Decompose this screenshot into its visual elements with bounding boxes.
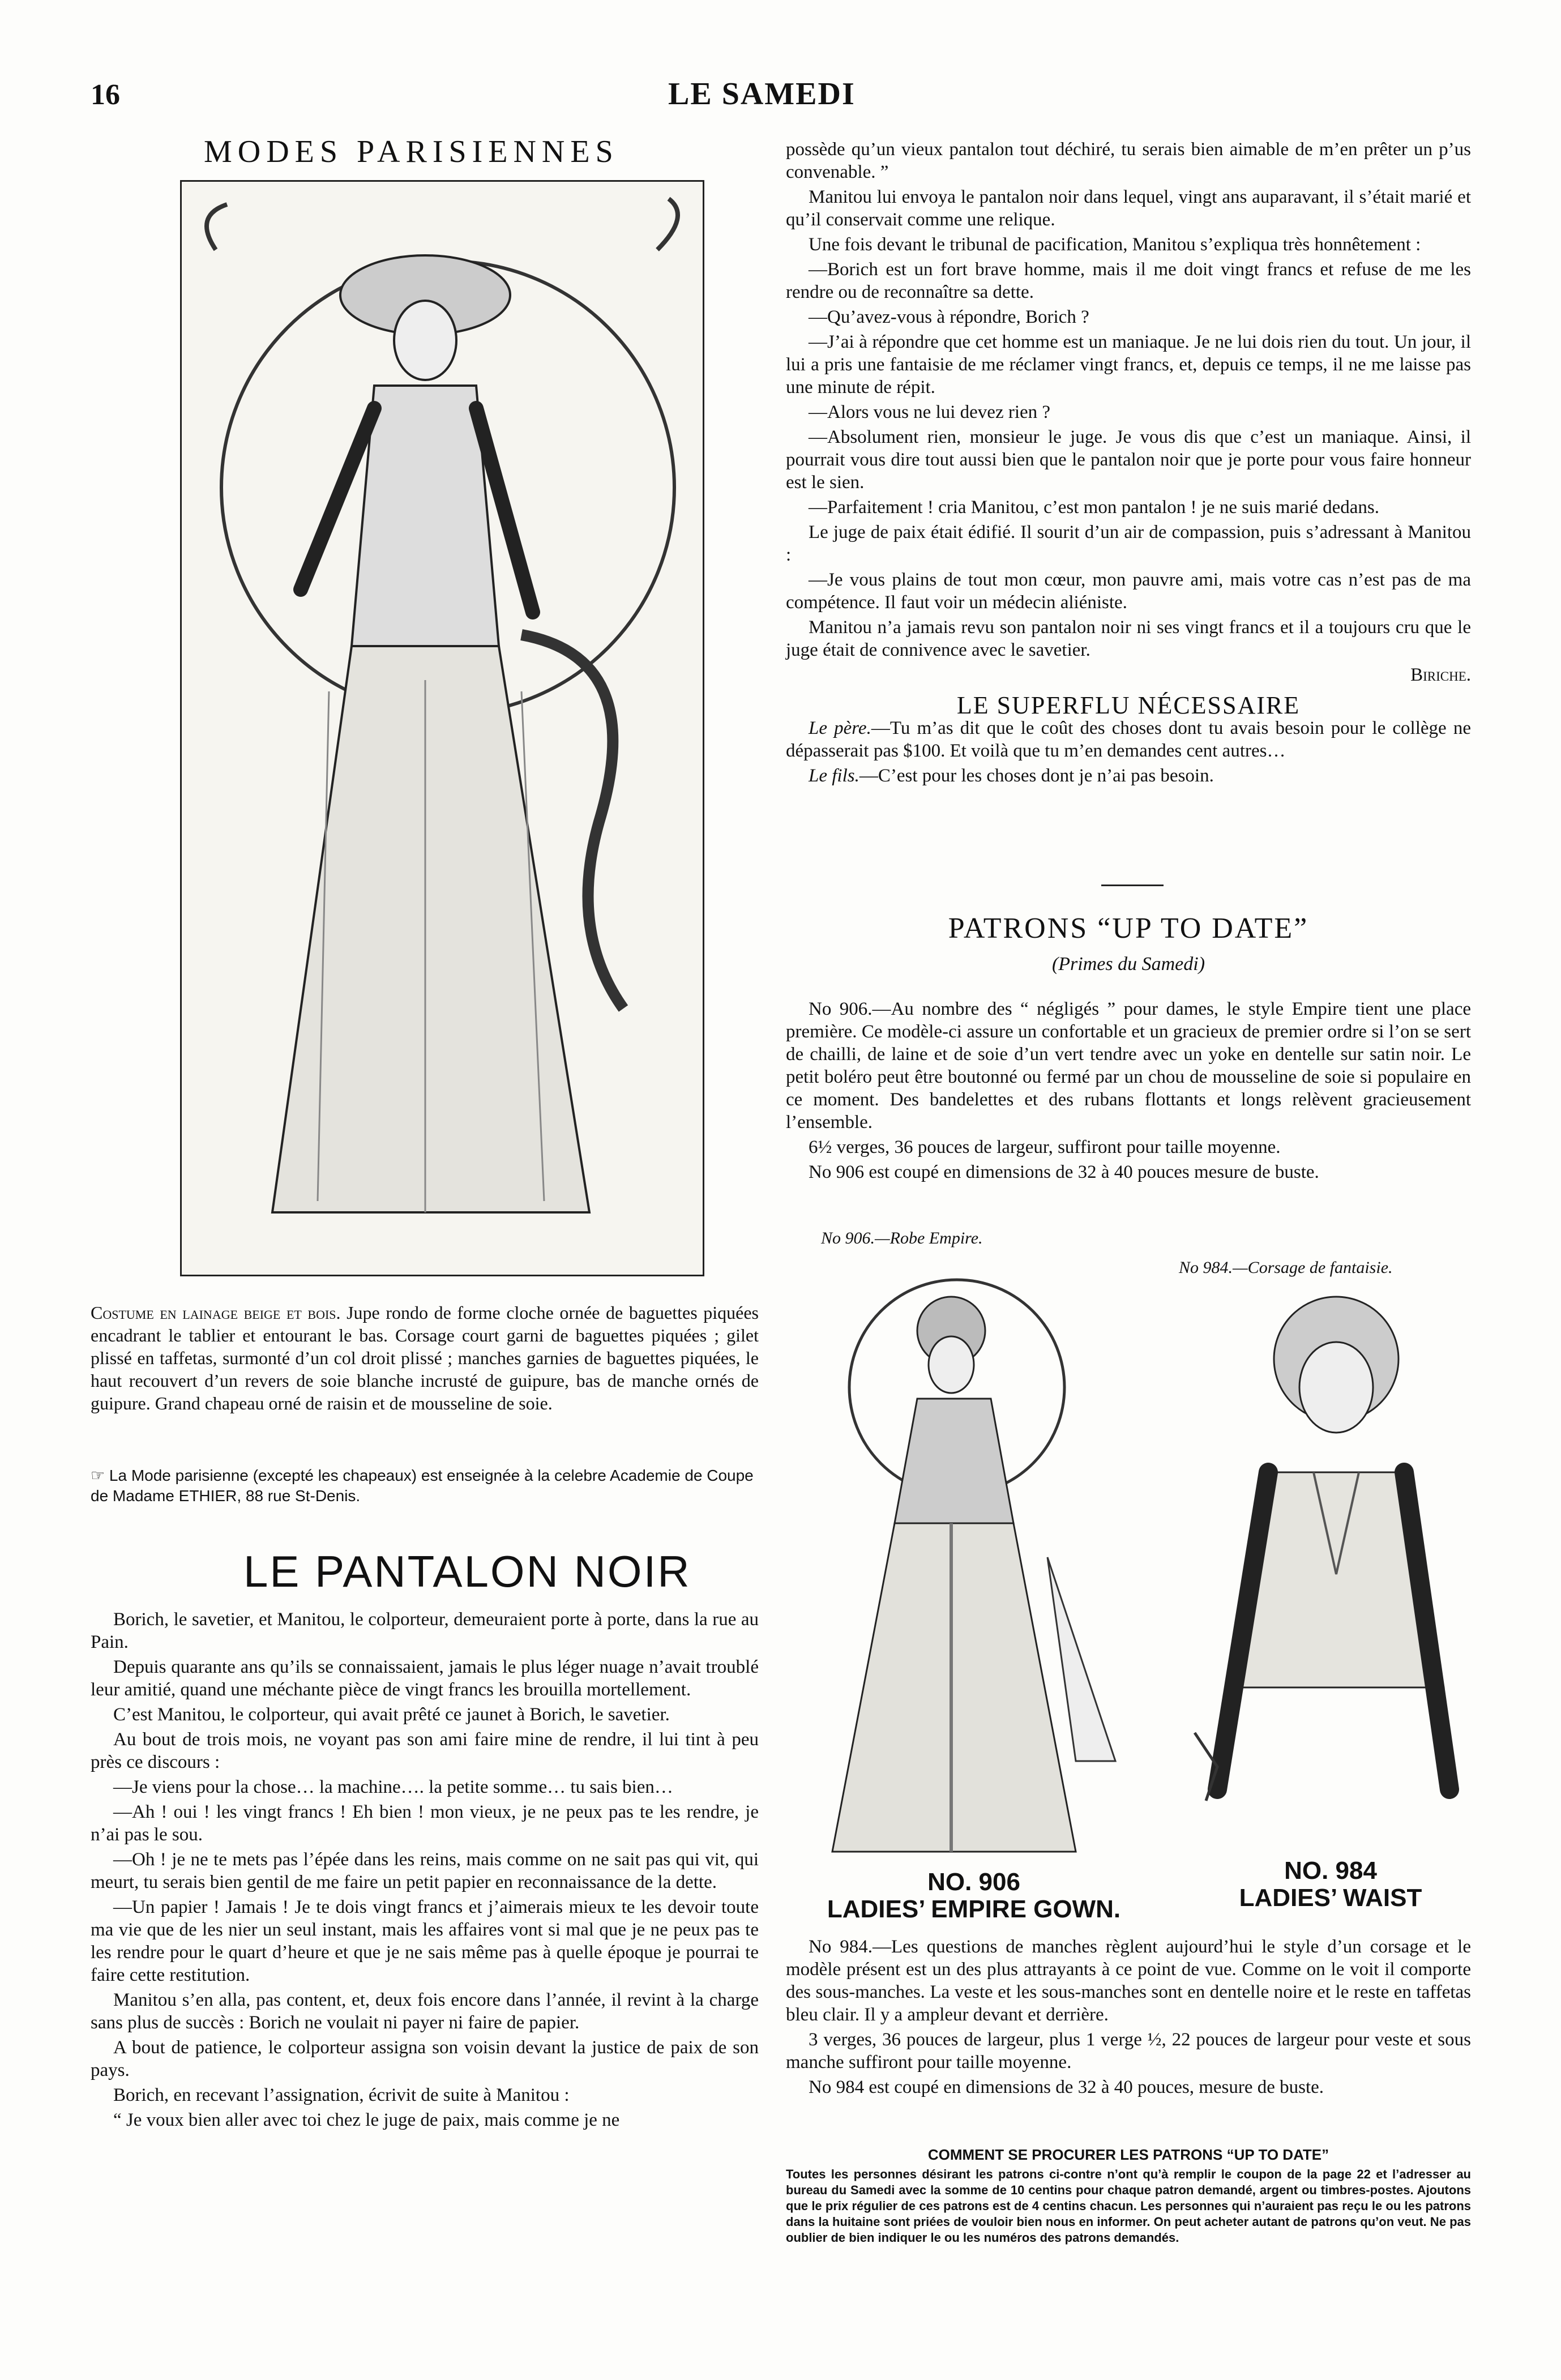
academie-notice-text: La Mode parisienne (excepté les chapeaux) est enseignée à la celebre Academie de Coupe de Madame ETHIER, 88 rue St-Denis. — [91, 1467, 754, 1505]
fig906-label — [804, 1869, 1144, 1923]
patron-906-description — [786, 998, 1471, 1186]
patron-984-description — [786, 1935, 1471, 2101]
fashion-illustration-costume — [180, 180, 704, 1276]
costume-caption-text: Jupe rondo de forme cloche ornée de baguettes piquées encadrant le tablier et entourant le bas. Corsage court garni de baguettes piquées ; gilet plissé en taffetas, surmonté d’un col droit plissé ; manches garnies de baguettes piquées, le haut recouvert d’un revers de soie blanche incrusté de guipure, bas de manche ornés de guipure. Grand chapeau orné de raisin et de mousseline de soie. — [91, 1302, 759, 1413]
story-paragraph: —Je viens pour la chose… la machine…. la petite somme… tu sais bien… — [113, 1777, 673, 1797]
story-signature: Biriche. — [1410, 665, 1471, 685]
story-paragraph: —Un papier ! Jamais ! Je te dois vingt francs et j’aimerais mieux te les devoir toute ma vie que de les nier un seul instant, mais les affaires vont si mal que je ne peux pas te les rendre pour le quart d’heure et que je ne sais même pas à quelle époque je pourrai te faire cette restitution. — [91, 1897, 759, 1985]
costume-illustration — [182, 182, 703, 1275]
modes-parisiennes-heading: MODES PARISIENNES — [204, 134, 619, 169]
section-divider — [1101, 885, 1164, 886]
fig984-name-label: LADIES’ WAIST — [1239, 1884, 1422, 1912]
page-number: 16 — [91, 79, 120, 111]
story-paragraph: —Parfaitement ! cria Manitou, c’est mon pantalon ! je ne suis marié dedans. — [809, 497, 1380, 518]
comment-text: Toutes les personnes désirant les patrons ci-contre n’ont qu’à remplir le coupon de la page 22 et l’adresser au bureau du Samedi avec la somme de 10 centins pour chaque patron demandé, argent ou timbres-postes. Ajoutons que le prix régulier de ces patrons est de 4 centins chacun. Les personnes qui n’auraient pas reçu le ou les patrons dans la huitaine sont priées de vouloir bien nous en informer. On peut acheter autant de patrons qu’on veut. Ne pas oublier de bien indiquer le ou les numéros des patrons demandés. — [786, 2167, 1471, 2245]
waist-984-illustration — [1183, 1280, 1478, 1869]
patron-paragraph: No 906.—Au nombre des “ négligés ” pour dames, le style Empire tient une place première. Ce modèle-ci assure un confortable et un gracieux de premier ordre si l’on se sert de chailli, de laine et de soie d’un vert tendre avec un yoke en dentelle sur satin noir. Le petit boléro peut être boutonné ou fermé par un chou de mousseline de soie si populaire en ce moment. Des bandelettes et des rubans flottants et longs relèvent gracieusement l’ensemble. — [786, 999, 1471, 1133]
patron-paragraph: No 906 est coupé en dimensions de 32 à 40 pouces mesure de buste. — [809, 1162, 1319, 1182]
story-paragraph: —Borich est un fort brave homme, mais il me doit vingt francs et refuse de me les rendre ou de reconnaître sa dette. — [786, 259, 1471, 302]
empire-gown-illustration — [810, 1263, 1172, 1869]
story-paragraph: —Ah ! oui ! les vingt francs ! Eh bien ! mon vieux, je ne peux pas te les rendre, je n’ai pas le sou. — [91, 1802, 759, 1845]
pantalon-story-left — [91, 1608, 759, 2134]
story-paragraph: Manitou lui envoya le pantalon noir dans lequel, vingt ans auparavant, il s’était marié et qu’il conservait comme une relique. — [786, 187, 1471, 230]
story-paragraph: Borich, le savetier, et Manitou, le colporteur, demeuraient porte à porte, dans la rue au Pain. — [91, 1609, 759, 1652]
newspaper-title: LE SAMEDI — [668, 76, 856, 112]
story-paragraph: —Alors vous ne lui devez rien ? — [809, 402, 1051, 422]
costume-caption-lead: Costume en lainage beige et bois. — [91, 1302, 341, 1323]
story-paragraph: —Absolument rien, monsieur le juge. Je vous dis que c’est un maniaque. Ainsi, il pourrait vous dire tout aussi bien que le pantalon noir que je porte pour vous faire honneur est le sien. — [786, 427, 1471, 493]
patrons-subtitle: (Primes du Samedi) — [1051, 954, 1205, 975]
pantalon-story-right — [786, 138, 1471, 789]
story-paragraph: —Qu’avez-vous à répondre, Borich ? — [809, 307, 1089, 327]
fig906-caption: No 906.—Robe Empire. — [821, 1229, 983, 1247]
patron-paragraph: No 984 est coupé en dimensions de 32 à 40 pouces, mesure de buste. — [809, 2077, 1324, 2097]
pantalon-noir-title: LE PANTALON NOIR — [243, 1546, 691, 1596]
story-paragraph: —J’ai à répondre que cet homme est un maniaque. Je ne lui dois rien du tout. Un jour, il lui a pris une fantaisie de me réclamer vingt francs, et, depuis ce temps, il ne me laisse pas une minute de répit. — [786, 332, 1471, 398]
story-paragraph: C’est Manitou, le colporteur, qui avait prêté ce jaunet à Borich, le savetier. — [113, 1704, 670, 1725]
superflu-line-fils — [786, 764, 1471, 787]
story-paragraph: Manitou s’en alla, pas content, et, deux fois encore dans l’année, il revint à la charge sans plus de succès : Borich ne voulait ni payer ni faire de papier. — [91, 1990, 759, 2033]
story-paragraph: Borich, en recevant l’assignation, écrivit de suite à Manitou : — [113, 2085, 570, 2105]
superflu-line-pere — [786, 717, 1471, 762]
speaker-pere: Le père. — [809, 718, 871, 738]
pointing-hand-icon: ☞ — [91, 1467, 105, 1484]
story-paragraph: Depuis quarante ans qu’ils se connaissaient, jamais le plus léger nuage n’avait troublé leur amitié, quand une méchante pièce de vingt francs les brouilla mortellement. — [91, 1657, 759, 1700]
story-paragraph: Le juge de paix était édifié. Il sourit d’un air de compassion, puis s’adressant à Manitou : — [786, 522, 1471, 565]
fancy-waist-illustration — [1183, 1280, 1478, 1869]
fig984-label — [1183, 1857, 1478, 1912]
patron-paragraph: 3 verges, 36 pouces de largeur, plus 1 verge ½, 22 pouces de largeur pour veste et sous manche suffiront pour taille moyenne. — [786, 2029, 1471, 2073]
fig906-name-label: LADIES’ EMPIRE GOWN. — [827, 1895, 1121, 1923]
patrons-heading: PATRONS “UP TO DATE” — [948, 912, 1309, 945]
fig984-number-label: NO. 984 — [1284, 1857, 1377, 1885]
speaker-pere-text: —Tu m’as dit que le coût des choses dont tu avais besoin pour le collège ne dépasserait pas $100. Et voilà que tu m’en demandes cent autres… — [786, 718, 1471, 761]
story-paragraph: Une fois devant le tribunal de pacification, Manitou s’expliqua très honnêtement : — [809, 234, 1421, 255]
superflu-heading: LE SUPERFLU NÉCESSAIRE — [956, 691, 1301, 719]
story-paragraph: Manitou n’a jamais revu son pantalon noir ni ses vingt francs et il a toujours cru que le juge était de connivence avec le savetier. — [786, 617, 1471, 660]
story-paragraph: “ Je voux bien aller avec toi chez le juge de paix, mais comme je ne — [113, 2110, 620, 2130]
speaker-fils-text: —C’est pour les choses dont je n’ai pas besoin. — [859, 766, 1214, 786]
gown-906-illustration — [810, 1263, 1172, 1869]
story-paragraph: —Oh ! je ne te mets pas l’épée dans les reins, mais comme on ne sait pas qui vit, qui meurt, tu serais bien gentil de me faire un petit papier en reconnaissance de la dette. — [91, 1849, 759, 1892]
speaker-fils: Le fils. — [809, 766, 859, 786]
fig906-number-label: NO. 906 — [927, 1868, 1020, 1896]
patron-paragraph: No 984.—Les questions de manches règlent aujourd’hui le style d’un corsage et le modèle présent est un des plus attrayants à ce point de vue. Comme on le voit il comporte des sous-manches. La veste et les sous-manches sont en dentelle noire et le reste en taffetas bleu clair. Il y a ampleur devant et derrière. — [786, 1937, 1471, 2025]
fig984-caption: No 984.—Corsage de fantaisie. — [1179, 1258, 1393, 1277]
story-paragraph: A bout de patience, le colporteur assigna son voisin devant la justice de paix de son pays. — [91, 2037, 759, 2080]
costume-caption — [91, 1301, 759, 1415]
comment-title: COMMENT SE PROCURER LES PATRONS “UP TO DATE” — [927, 2146, 1329, 2163]
story-paragraph: possède qu’un vieux pantalon tout déchiré, tu serais bien aimable de m’en prêter un p’us convenable. ” — [786, 139, 1471, 182]
story-paragraph: Au bout de trois mois, ne voyant pas son ami faire mine de rendre, il lui tint à peu près ce discours : — [91, 1729, 759, 1772]
patron-paragraph: 6½ verges, 36 pouces de largeur, suffiront pour taille moyenne. — [809, 1137, 1281, 1157]
academie-notice — [91, 1465, 759, 1506]
story-paragraph: —Je vous plains de tout mon cœur, mon pauvre ami, mais votre cas n’est pas de ma compétence. Il faut voir un médecin aliéniste. — [786, 570, 1471, 613]
